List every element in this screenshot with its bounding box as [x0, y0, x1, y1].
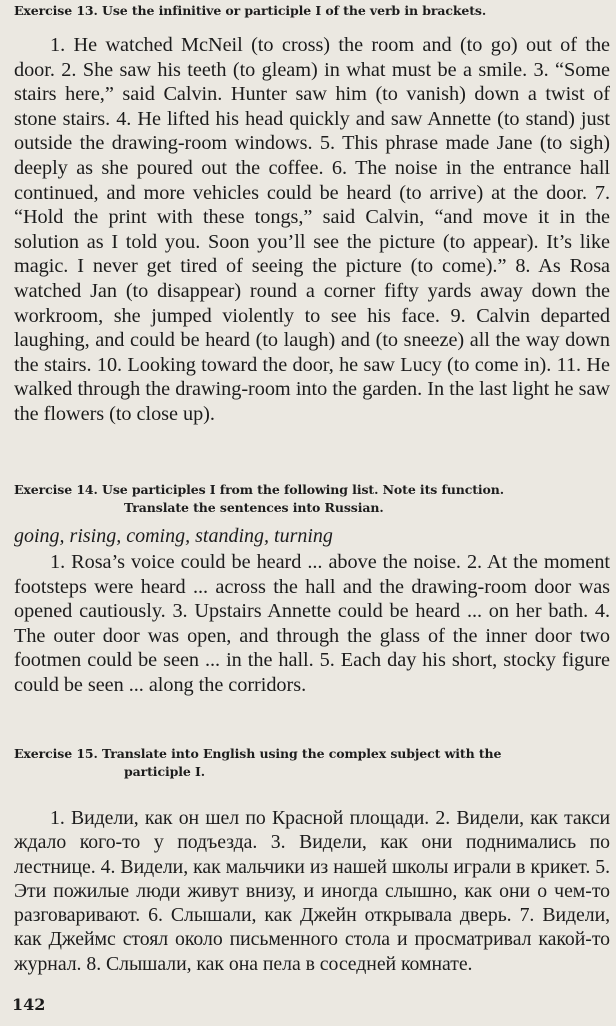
- exercise-14-heading-line-1: Exercise 14. Use participles I from the following list. Note its function.: [14, 482, 505, 497]
- exercise-13-text: 1. He watched McNeil (to cross) the room and (to go) out of the door. 2. She saw his teeth (to gleam) in what must be a smile. 3. “Some stairs here,” said Calvin. Hunter saw him (to vanish) down a twist of stone stairs. 4. He lifted his head quickly and saw Annette (to stand) just outside the drawing-room windows. 5. This phrase made Jane (to sigh) deeply as she poured out the coffee. 6. The noise in the entrance hall continued, and more vehicles could be heard (to arrive) at the door. 7. “Hold the print with these tongs,” said Calvin, “and move it in the solution as I told you. Soon you’ll see the picture (to appear). It’s like magic. I never get tired of seeing the picture (to come).” 8. As Rosa watched Jan (to disappear) round a corner fifty yards away down the workroom, she jumped violently to see his face. 9. Calvin departed laughing, and could be heard (to laugh) and (to sneeze) all the way down the stairs. 10. Looking toward the door, he saw Lucy (to come in). 11. He walked through the drawing-room into the garden. In the last light he saw the flowers (to close up).: [14, 34, 610, 425]
- exercise-15-heading-line-1: Exercise 15. Translate into English using the complex subject with the: [14, 746, 502, 761]
- exercise-14-heading: [14, 481, 610, 517]
- exercise-15-heading-line-2: participle I.: [124, 764, 205, 779]
- exercise-15-heading: [14, 745, 610, 781]
- exercise-14-heading-line-2: Translate the sentences into Russian.: [124, 500, 384, 515]
- page-number: 142: [12, 995, 46, 1014]
- exercise-14-word-list: going, rising, coming, standing, turning: [14, 525, 333, 547]
- exercise-14-text: 1. Rosa’s voice could be heard ... above the noise. 2. At the moment footsteps were heard ... across the hall and the drawing-room door was opened cautiously. 3. Upstairs Annette could be heard ... on her bath. 4. The outer door was open, and through the glass of the inner door two footmen could be seen ... in the hall. 5. Each day his short, stocky figure could be seen ... along the corridors.: [14, 551, 610, 696]
- exercise-15-text: 1. Видели, как он шел по Красной площади. 2. Видели, как такси ждало кого-то у подъезда. 3. Видели, как они поднимались по лестнице. 4. Видели, как мальчики из нашей школы играли в крикет. 5. Эти пожилые люди живут внизу, и иногда слышно, как они о чем-то разговаривают. 6. Слышали, как Джейн открывала дверь. 7. Видели, как Джеймс стоял около письменного стола и просматривал какой-то журнал. 8. Слышали, как она пела в соседней комнате.: [14, 807, 610, 975]
- exercise-13-heading: Exercise 13. Use the infinitive or participle I of the verb in brackets.: [14, 3, 487, 18]
